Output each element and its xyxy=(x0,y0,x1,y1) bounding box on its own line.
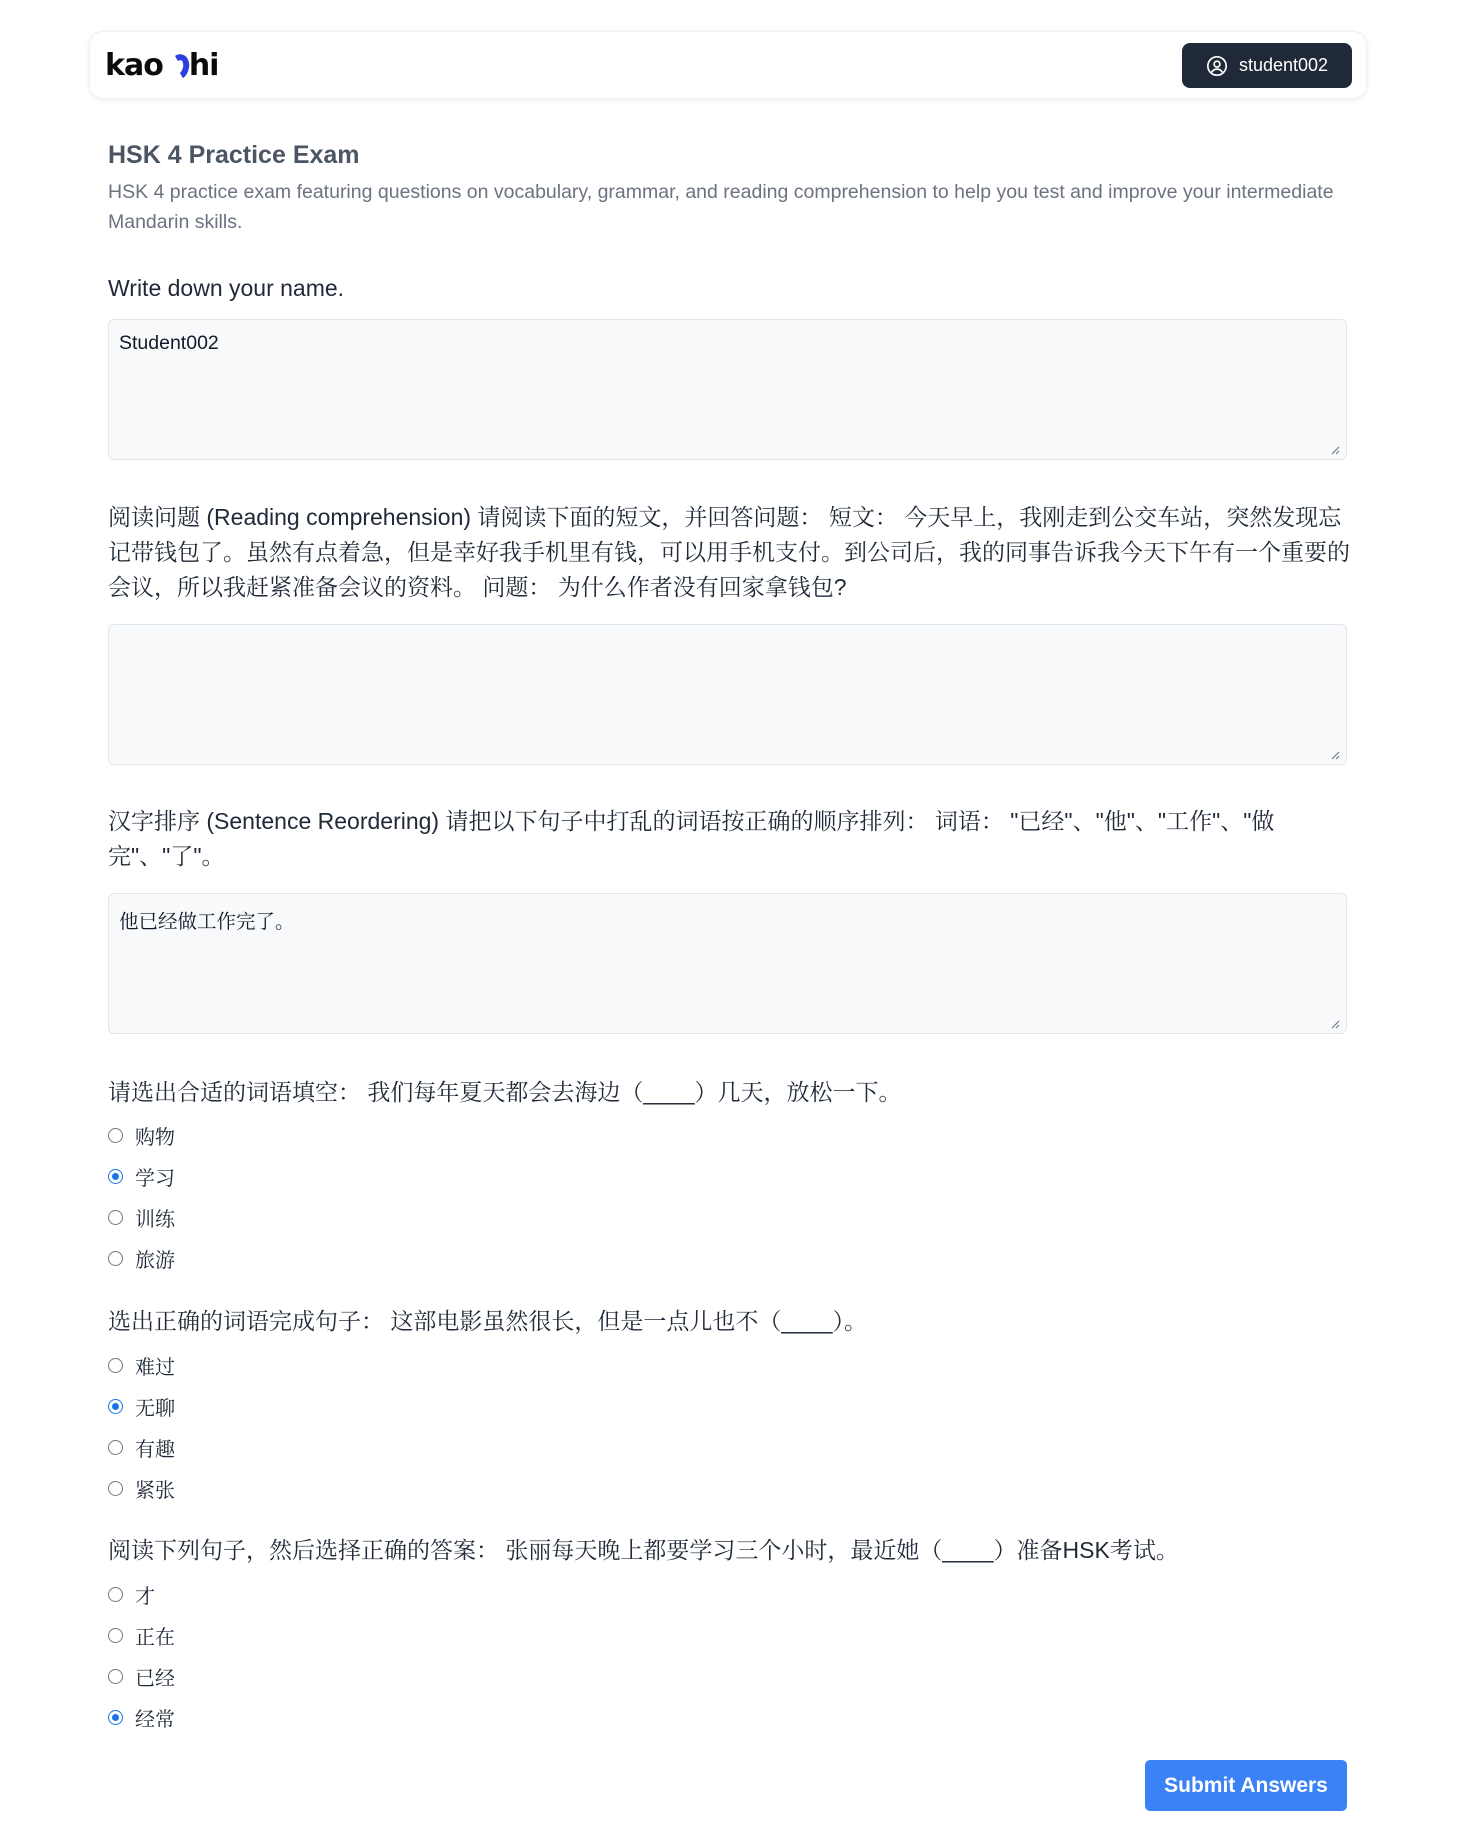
option-label: 正在 xyxy=(135,1627,175,1649)
option-label: 训练 xyxy=(135,1209,175,1231)
option-label: 有趣 xyxy=(135,1439,175,1461)
question-1-answer-textarea[interactable] xyxy=(108,319,1347,460)
question-3-answer-text: 他已经做工作完了。 xyxy=(119,911,295,933)
question-5-option-1[interactable] xyxy=(108,1351,175,1380)
radio-button[interactable] xyxy=(108,1210,123,1225)
radio-button-selected[interactable] xyxy=(108,1710,123,1725)
username-label: student002 xyxy=(1238,55,1329,75)
option-label: 无聊 xyxy=(135,1398,175,1420)
question-2-answer-textarea[interactable] xyxy=(108,624,1347,765)
option-label: 旅游 xyxy=(135,1250,175,1272)
option-label: 购物 xyxy=(135,1127,175,1149)
radio-button[interactable] xyxy=(108,1481,123,1496)
resize-handle-icon[interactable] xyxy=(1330,750,1340,760)
kaoshi-logo[interactable]: kao hi xyxy=(105,48,219,83)
question-4-option-4[interactable] xyxy=(108,1244,175,1273)
resize-handle-icon[interactable] xyxy=(1330,445,1340,455)
radio-button[interactable] xyxy=(108,1440,123,1455)
option-label: 学习 xyxy=(135,1168,175,1190)
question-6-prompt: 阅读下列句子，然后选择正确的答案： 张丽每天晚上都要学习三个小时，最近她（____）准备HSK考试。 xyxy=(108,1537,1179,1563)
radio-button[interactable] xyxy=(108,1628,123,1643)
top-navbar xyxy=(89,31,1367,99)
radio-button[interactable] xyxy=(108,1358,123,1373)
question-3-prompt: 汉字排序 (Sentence Reordering) 请把以下句子中打乱的词语按正确的顺序排列： 词语： "已经"、"他"、"工作"、"做完"、"了"。 xyxy=(108,808,1275,869)
radio-button[interactable] xyxy=(108,1251,123,1266)
question-4-option-3[interactable] xyxy=(108,1203,175,1232)
question-6-option-4[interactable] xyxy=(108,1703,175,1732)
submit-answers-button[interactable]: Submit Answers xyxy=(1145,1760,1347,1811)
question-6-option-2[interactable] xyxy=(108,1621,175,1650)
question-5-option-3[interactable] xyxy=(108,1433,175,1462)
question-5-option-4[interactable] xyxy=(108,1474,175,1503)
option-label: 经常 xyxy=(135,1709,175,1731)
radio-button-selected[interactable] xyxy=(108,1169,123,1184)
user-circle-icon xyxy=(1206,55,1228,77)
radio-button[interactable] xyxy=(108,1669,123,1684)
question-6-option-3[interactable] xyxy=(108,1662,175,1691)
radio-button[interactable] xyxy=(108,1128,123,1143)
exam-description: HSK 4 practice exam featuring questions on vocabulary, grammar, and reading comprehension to help you test and improve your intermediate Mandarin skills. xyxy=(108,181,1334,233)
question-2-prompt: 阅读问题 (Reading comprehension) 请阅读下面的短文，并回答问题： 短文： 今天早上，我刚走到公交车站，突然发现忘记带钱包了。虽然有点着急，但是幸好我手机里有钱，可以用手机支付。到公司后，我的同事告诉我今天下午有一个重要的会议，所以我赶紧准备会议的资料。 问题： 为什么作者没有回家拿钱包? xyxy=(108,504,1350,600)
question-4-option-1[interactable] xyxy=(108,1121,175,1150)
question-6-option-1[interactable] xyxy=(108,1580,155,1609)
radio-button[interactable] xyxy=(108,1587,123,1602)
resize-handle-icon[interactable] xyxy=(1330,1019,1340,1029)
option-label: 才 xyxy=(135,1586,155,1608)
question-1-answer-text: Student002 xyxy=(119,332,219,354)
option-label: 紧张 xyxy=(135,1480,175,1502)
option-label: 难过 xyxy=(135,1357,175,1379)
option-label: 已经 xyxy=(135,1668,175,1690)
question-4-prompt: 请选出合适的词语填空： 我们每年夏天都会去海边（____）几天，放松一下。 xyxy=(108,1079,902,1105)
question-4-option-2[interactable] xyxy=(108,1162,175,1191)
question-1-prompt: Write down your name. xyxy=(108,275,345,301)
user-menu-button[interactable] xyxy=(1182,43,1352,88)
question-5-option-2[interactable] xyxy=(108,1392,175,1421)
radio-button-selected[interactable] xyxy=(108,1399,123,1414)
question-5-prompt: 选出正确的词语完成句子： 这部电影虽然很长，但是一点儿也不（____）。 xyxy=(108,1308,868,1334)
question-3-answer-textarea[interactable] xyxy=(108,893,1347,1034)
exam-title: HSK 4 Practice Exam xyxy=(108,141,360,169)
